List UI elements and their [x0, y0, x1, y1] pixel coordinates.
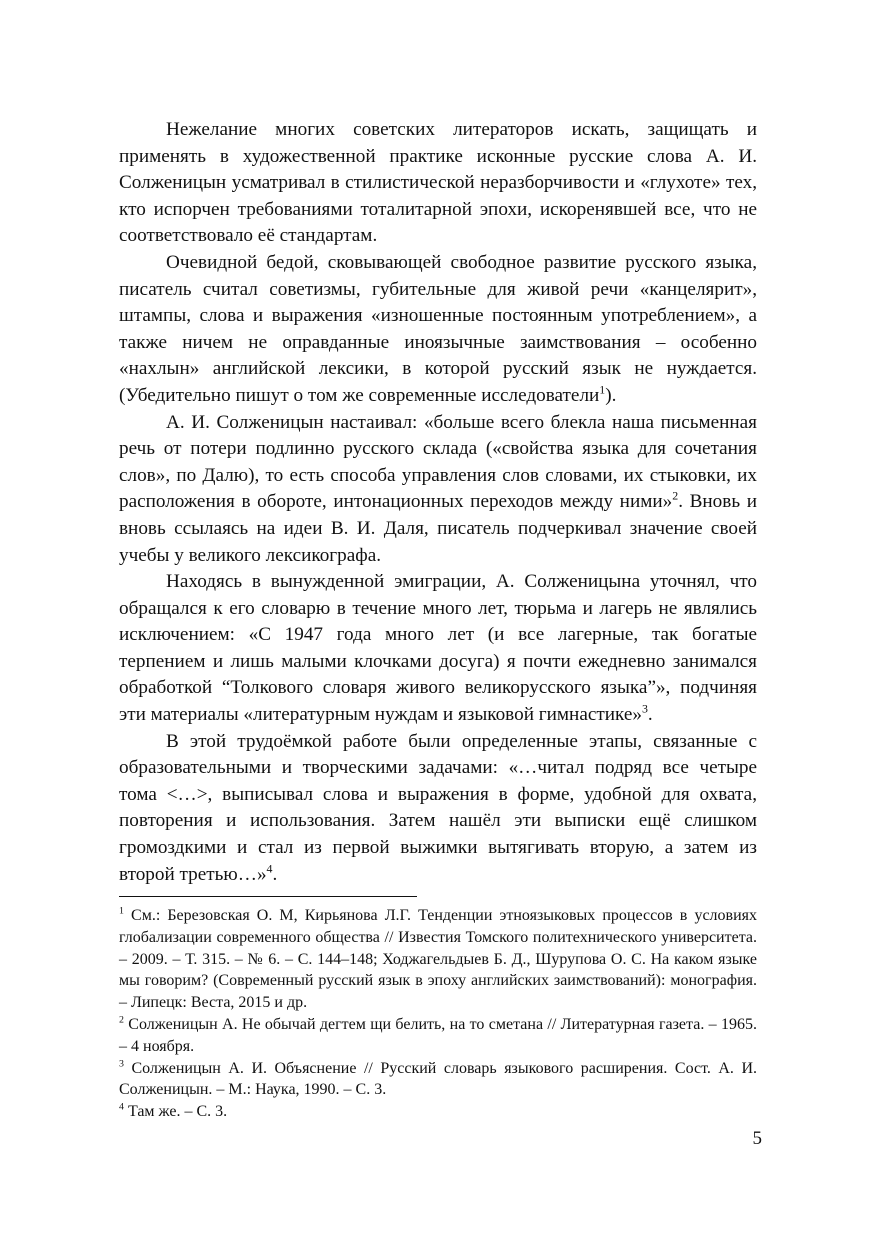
footnote-text: Там же. – С. 3.: [127, 1103, 228, 1121]
footnote: [119, 1014, 757, 1058]
paragraph: [119, 410, 757, 570]
footnote-reference[interactable]: 3: [641, 701, 648, 716]
footnote-reference[interactable]: 4: [266, 861, 273, 876]
paragraph-text: Находясь в вынужденной эмиграции, А. Солженицына уточнял, что обращался к его словарю в течение много лет, тюрьма и лагерь не являлись исключением: «С 1947 года много лет (и все лагерные, так богатые терпением и лишь малыми клочками досуга) я почти ежедневно занимался обработкой “Толкового словаря живого великорусского языка”», подчиняя эти материалы «литературным нуждам и языковой гимнастике»: [119, 571, 757, 726]
footnote-mark: 3: [119, 1058, 124, 1070]
paragraph-text: ).: [605, 384, 617, 406]
footnote-mark: 4: [119, 1101, 124, 1113]
paragraph-text: А. И. Солженицын настаивал: «больше всего блекла наша письменная речь от потери подлинно русского склада («свойства языка для сочетания слов», по Далю), то есть способа управления слов словами, их стыковки, их расположения в обороте, интонационных переходов между ними»: [119, 411, 757, 513]
footnote: [119, 1101, 757, 1123]
body-text: [119, 117, 757, 888]
paragraph-text: Нежелание многих советских литераторов искать, защищать и применять в художественной практике исконные русские слова А. И. Солженицын усматривал в стилистической неразборчивости и «глухоте» тех, кто испорчен требованиями тоталитарной эпохи, искоренявшей все, что не соответствовало её стандартам.: [119, 119, 757, 247]
page-number: 5: [752, 1128, 762, 1149]
footnote: [119, 905, 757, 1014]
paragraph: [119, 569, 757, 729]
footnote-mark: 1: [119, 905, 124, 917]
footnote-text: Солженицын А. Не обычай дегтем щи белить, на то сметана // Литературная газета. – 1965. – 4 ноября.: [119, 1015, 758, 1055]
paragraph: [119, 117, 757, 250]
footnote-divider: [119, 896, 417, 897]
paragraph: [119, 250, 757, 410]
paragraph-text: Очевидной бедой, сковывающей свободное развитие русского языка, писатель считал советизмы, губительные для живой речи «канцелярит», штампы, слова и выражения «изношенные постоянным употреблением», а также ничем не оправданные иноязычные заимствования – особенно «нахлын» английской лексики, в которой русский язык не нуждается. (Убедительно пишут о том же современные исследователи: [119, 251, 757, 406]
footnote-text: См.: Березовская О. М, Кирьянова Л.Г. Тенденции этноязыковых процессов в условиях глобализации современного общества // Известия Томского политехнического университета. – 2009. – Т. 315. – № 6. – С. 144–148; Ходжагельдыев Б. Д., Шурупова О. С. На каком языке мы говорим? (Современный русский язык в эпоху английских заимствований): монография. – Липецк: Веста, 2015 и др.: [119, 907, 758, 1012]
paragraph-text: .: [272, 863, 278, 885]
paragraph: [119, 729, 757, 889]
footnotes: [119, 905, 757, 1123]
footnote: [119, 1058, 757, 1102]
footnote-reference[interactable]: 2: [672, 488, 679, 503]
paragraph-text: В этой трудоёмкой работе были определенные этапы, связанные с образовательными и творческими задачами: «…читал подряд все четыре тома <…>, выписывал слова и выражения в форме, удобной для охвата, повторения и использования. Затем нашёл эти выписки ещё слишком громоздкими и стал из первой выжимки вытягивать вторую, а затем из второй третью…»: [119, 730, 757, 885]
paragraph-text: .: [647, 704, 653, 726]
footnote-reference[interactable]: 1: [599, 382, 606, 397]
footnote-text: Солженицын А. И. Объяснение // Русский словарь языкового расширения. Сост. А. И. Солженицын. – М.: Наука, 1990. – С. 3.: [119, 1059, 757, 1099]
paragraph-text: . Вновь и вновь ссылаясь на идеи В. И. Даля, писатель подчеркивал значение своей учебы у великого лексикографа.: [119, 491, 757, 566]
footnote-mark: 2: [119, 1014, 124, 1026]
